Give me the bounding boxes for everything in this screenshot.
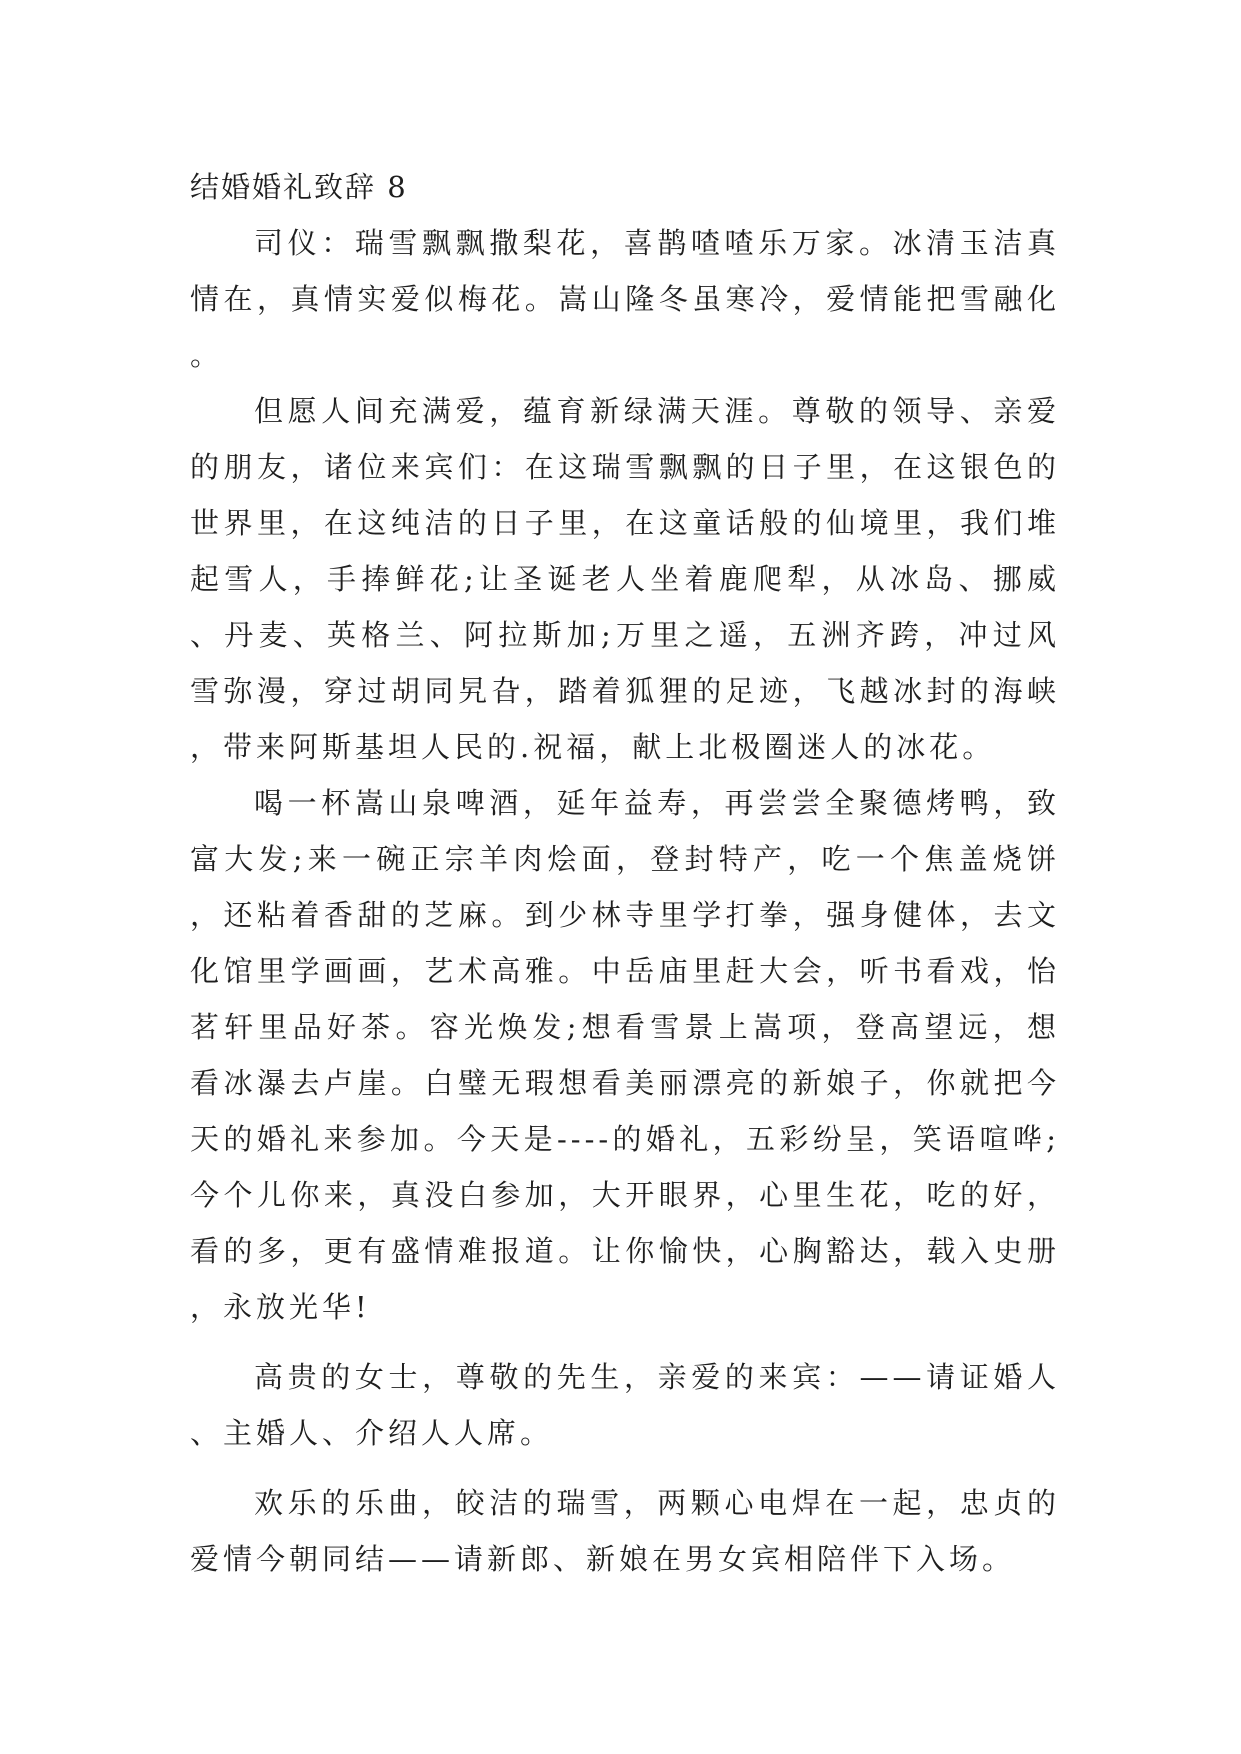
paragraph-entrance: 欢乐的乐曲，皎洁的瑞雪，两颗心电焊在一起，忠贞的爱情今朝同结——请新郎、新娘在男女宾相陪伴下入场。 <box>190 1486 1060 1576</box>
paragraph-opening: 司仪：瑞雪飘飘撒梨花，喜鹊喳喳乐万家。冰清玉洁真情在，真情实爱似梅花。嵩山隆冬虽寒冷，爱情能把雪融化。 <box>190 226 1060 372</box>
paragraph-witness-call: 高贵的女士，尊敬的先生，亲爱的来宾：——请证婚人、主婚人、介绍人人席。 <box>190 1360 1060 1450</box>
paragraph-invitation: 喝一杯嵩山泉啤酒，延年益寿，再尝尝全聚德烤鸭，致富大发;来一碗正宗羊肉烩面，登封特产，吃一个焦盖烧饼，还粘着香甜的芝麻。到少林寺里学打拳，强身健体，去文化馆里学画画，艺术高雅。中岳庙里赶大会，听书看戏，怡茗轩里品好茶。容光焕发;想看雪景上嵩项，登高望远，想看冰瀑去卢崖。白璧无瑕想看美丽漂亮的新娘子，你就把今天的婚礼来参加。今天是----的婚礼，五彩纷呈，笑语喧哗;今个儿你来，真没白参加，大开眼界，心里生花，吃的好，看的多，更有盛情难报道。让你愉快，心胸豁达，载入史册，永放光华! <box>190 786 1060 1324</box>
document-title: 结婚婚礼致辞 8 <box>190 170 408 204</box>
document-body <box>190 159 1060 1587</box>
paragraph-greeting: 但愿人间充满爱，蕴育新绿满天涯。尊敬的领导、亲爱的朋友，诸位来宾们：在这瑞雪飘飘的日子里，在这银色的世界里，在这纯洁的日子里，在这童话般的仙境里，我们堆起雪人，手捧鲜花;让圣诞老人坐着鹿爬犁，从冰岛、挪威、丹麦、英格兰、阿拉斯加;万里之遥，五洲齐跨，冲过风雪弥漫，穿过胡同旯旮，踏着狐狸的足迹，飞越冰封的海峡，带来阿斯基坦人民的.祝福，献上北极圈迷人的冰花。 <box>190 394 1060 764</box>
